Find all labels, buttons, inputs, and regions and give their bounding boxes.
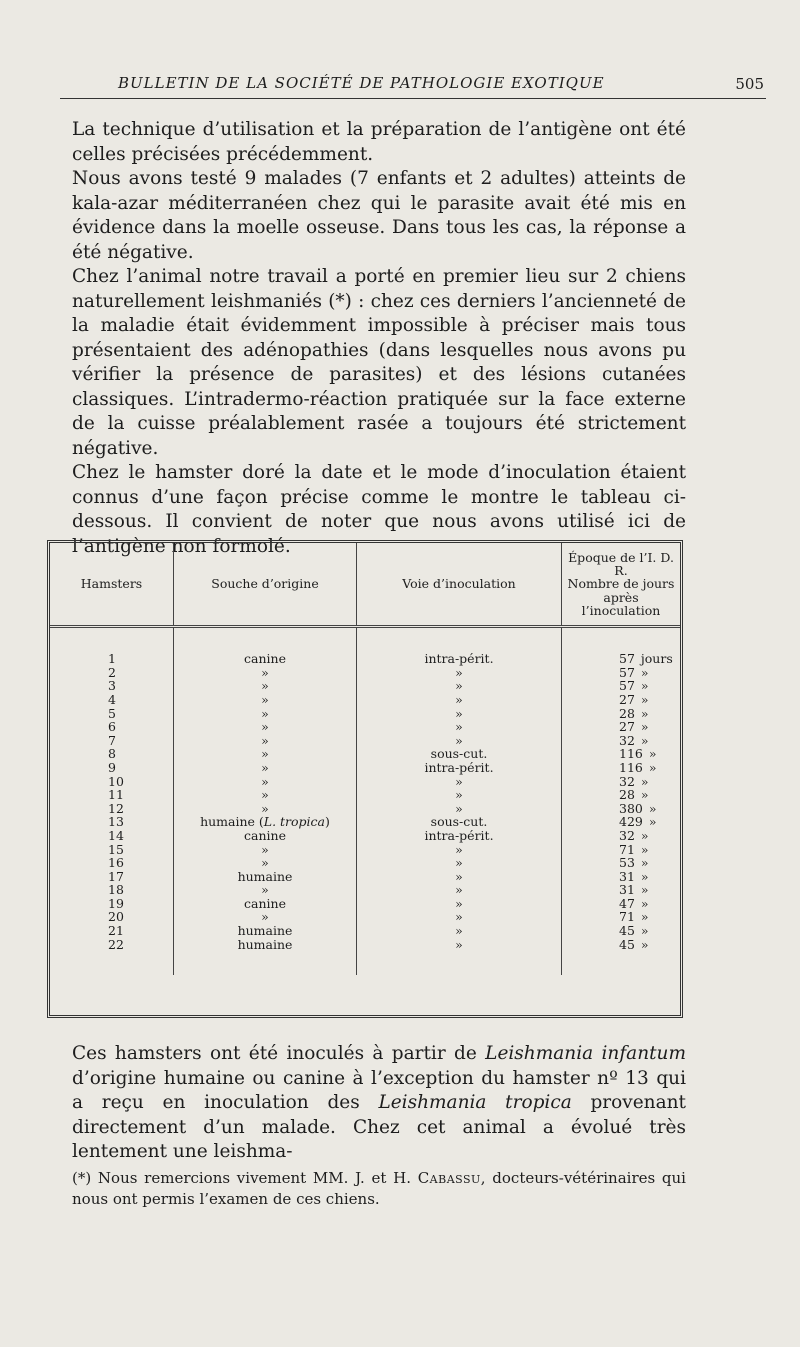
paragraph-technique: La technique d’utilisation et la préparation de l’antigène ont été celles précisées précédemment. xyxy=(72,119,686,165)
jours-unit: » xyxy=(640,936,649,952)
souche-cell: » xyxy=(174,883,357,897)
jours-unit: » xyxy=(640,732,649,748)
hamster-number: 4 xyxy=(50,693,174,707)
hamster-number: 14 xyxy=(50,829,174,843)
jours-unit: » xyxy=(640,841,649,857)
table-row xyxy=(50,706,680,720)
paragraph-dogs: Chez l’animal notre travail a porté en premier lieu sur 2 chiens naturellement leishmaniés (*) : chez ces derniers l’ancienneté de la maladie était évidemment impossible à préciser mais tous présentaient des adénopathies (dans lesquelles nous avons pu vérifier la présence de parasites) et des lésions cutanées classiques. L’intradermo-réaction pratiquée sur la face externe de la cuisse préalablement rasée a toujours été strictement négative. xyxy=(72,266,686,459)
table-spacer xyxy=(50,951,680,975)
table-row xyxy=(50,774,680,788)
voie-cell: » xyxy=(357,910,562,924)
jours-value: 429 xyxy=(619,814,643,830)
souche-cell: humaine xyxy=(174,870,357,884)
jours-value: 45 xyxy=(619,923,635,939)
epoque-cell xyxy=(562,761,681,775)
voie-cell: sous-cut. xyxy=(357,747,562,761)
souche-cell: » xyxy=(174,761,357,775)
epoque-cell xyxy=(562,706,681,720)
journal-title: BULLETIN DE LA SOCIÉTÉ DE PATHOLOGIE EXOTIQUE xyxy=(118,74,605,92)
voie-cell: » xyxy=(357,802,562,816)
voie-cell: » xyxy=(357,897,562,911)
footnote-start: (*) Nous remercions vivement MM. J. et H. xyxy=(72,1169,418,1187)
jours-value: 57 xyxy=(619,664,635,680)
table-row xyxy=(50,802,680,816)
running-header xyxy=(60,74,766,99)
souche-cell: » xyxy=(174,720,357,734)
table-row xyxy=(50,734,680,748)
jours-value: 53 xyxy=(619,855,635,871)
text-end: provenant directement d’un malade. Chez cet animal a évolué très lentement une leishma- xyxy=(72,1092,686,1162)
header-souche: Souche d’origine xyxy=(174,543,357,627)
voie-cell: » xyxy=(357,870,562,884)
souche-cell: canine xyxy=(174,652,357,666)
header-voie: Voie d’inoculation xyxy=(357,543,562,627)
jours-unit: » xyxy=(640,923,649,939)
table-row xyxy=(50,842,680,856)
hamster-number: 19 xyxy=(50,897,174,911)
epoque-cell xyxy=(562,842,681,856)
table-row xyxy=(50,883,680,897)
jours-unit: » xyxy=(648,759,657,775)
hamster-table xyxy=(47,540,683,1018)
jours-value: 380 xyxy=(619,800,643,816)
hamster-number: 1 xyxy=(50,652,174,666)
header-epoque xyxy=(562,543,681,627)
epoque-cell xyxy=(562,856,681,870)
hamster-number: 22 xyxy=(50,937,174,951)
souche-text: humaine (L. tropica) xyxy=(200,814,330,830)
epoque-cell xyxy=(562,652,681,666)
epoque-cell xyxy=(562,910,681,924)
epoque-cell xyxy=(562,734,681,748)
voie-cell: » xyxy=(357,666,562,680)
souche-cell xyxy=(174,815,357,829)
table-row xyxy=(50,666,680,680)
species-infantum: Leishmania infantum xyxy=(485,1043,687,1064)
hamster-number: 16 xyxy=(50,856,174,870)
header-epoque-line1: Époque de l’I. D. R. xyxy=(568,549,674,579)
table-row xyxy=(50,910,680,924)
souche-cell: » xyxy=(174,788,357,802)
text-mid: d’origine humaine ou canine à l’exception du hamster nº 13 qui a reçu en inoculation des xyxy=(72,1067,686,1113)
jours-value: 28 xyxy=(619,705,635,721)
souche-cell: humaine xyxy=(174,924,357,938)
voie-cell: » xyxy=(357,720,562,734)
footnote-text xyxy=(72,1168,686,1210)
jours-unit: » xyxy=(640,664,649,680)
hamster-number: 7 xyxy=(50,734,174,748)
hamster-number: 3 xyxy=(50,679,174,693)
epoque-cell xyxy=(562,924,681,938)
souche-cell: » xyxy=(174,747,357,761)
voie-cell: intra-périt. xyxy=(357,761,562,775)
epoque-cell xyxy=(562,802,681,816)
jours-value: 31 xyxy=(619,868,635,884)
jours-value: 57 xyxy=(619,651,635,667)
table-row xyxy=(50,829,680,843)
jours-value: 116 xyxy=(619,746,643,762)
souche-cell: humaine xyxy=(174,937,357,951)
voie-cell: » xyxy=(357,679,562,693)
souche-cell: » xyxy=(174,856,357,870)
jours-unit: » xyxy=(640,719,649,735)
jours-unit: » xyxy=(648,800,657,816)
jours-unit: » xyxy=(648,746,657,762)
hamster-number: 10 xyxy=(50,774,174,788)
souche-cell: » xyxy=(174,706,357,720)
table-row xyxy=(50,652,680,666)
jours-value: 32 xyxy=(619,773,635,789)
souche-cell: » xyxy=(174,910,357,924)
jours-value: 47 xyxy=(619,895,635,911)
jours-value: 32 xyxy=(619,827,635,843)
jours-unit: » xyxy=(640,691,649,707)
paragraph-hamster: Chez le hamster doré la date et le mode d’inoculation étaient connus d’une façon précise comme le montre le tableau ci-dessous. Il convient de noter que nous avons utilisé ici de l’antigène non formolé. xyxy=(72,462,686,557)
hamster-number: 6 xyxy=(50,720,174,734)
hamster-number: 5 xyxy=(50,706,174,720)
jours-value: 32 xyxy=(619,732,635,748)
intro-text xyxy=(72,118,686,559)
jours-unit: » xyxy=(640,882,649,898)
paragraph-patients: Nous avons testé 9 malades (7 enfants et 2 adultes) atteints de kala-azar méditerranéen chez qui le parasite avait été mis en évidence dans la moelle osseuse. Dans tous les cas, la réponse a été négative. xyxy=(72,168,686,263)
header-hamsters: Hamsters xyxy=(50,543,174,627)
hamster-number: 18 xyxy=(50,883,174,897)
epoque-cell xyxy=(562,747,681,761)
voie-cell: » xyxy=(357,937,562,951)
jours-unit: » xyxy=(640,909,649,925)
epoque-cell xyxy=(562,815,681,829)
epoque-cell xyxy=(562,870,681,884)
voie-cell: » xyxy=(357,734,562,748)
souche-cell: » xyxy=(174,666,357,680)
hamster-number: 11 xyxy=(50,788,174,802)
souche-cell: » xyxy=(174,774,357,788)
jours-value: 31 xyxy=(619,882,635,898)
voie-cell: intra-périt. xyxy=(357,829,562,843)
jours-value: 27 xyxy=(619,719,635,735)
table-row xyxy=(50,788,680,802)
jours-unit: » xyxy=(648,814,657,830)
footnote-name: Cabassu xyxy=(417,1169,481,1187)
jours-unit: » xyxy=(640,773,649,789)
souche-cell: canine xyxy=(174,897,357,911)
souche-cell: canine xyxy=(174,829,357,843)
paragraph-inoculation xyxy=(72,1042,686,1165)
header-epoque-line3: après l’inoculation xyxy=(581,589,661,618)
results-text xyxy=(72,1042,686,1165)
epoque-cell xyxy=(562,937,681,951)
hamster-number: 15 xyxy=(50,842,174,856)
souche-cell: » xyxy=(174,802,357,816)
jours-unit: » xyxy=(640,827,649,843)
table-row xyxy=(50,693,680,707)
epoque-cell xyxy=(562,829,681,843)
table-row xyxy=(50,897,680,911)
souche-cell: » xyxy=(174,679,357,693)
voie-cell: » xyxy=(357,706,562,720)
voie-cell: » xyxy=(357,842,562,856)
table-row xyxy=(50,720,680,734)
souche-cell: » xyxy=(174,842,357,856)
jours-value: 45 xyxy=(619,936,635,952)
epoque-cell xyxy=(562,693,681,707)
voie-cell: » xyxy=(357,924,562,938)
jours-unit: » xyxy=(640,895,649,911)
hamster-number: 17 xyxy=(50,870,174,884)
jours-value: 57 xyxy=(619,678,635,694)
table-row xyxy=(50,815,680,829)
souche-cell: » xyxy=(174,693,357,707)
hamster-number: 8 xyxy=(50,747,174,761)
jours-value: 28 xyxy=(619,787,635,803)
hamster-number: 2 xyxy=(50,666,174,680)
hamster-number: 9 xyxy=(50,761,174,775)
jours-unit: » xyxy=(640,868,649,884)
epoque-cell xyxy=(562,897,681,911)
jours-value: 71 xyxy=(619,909,635,925)
table-row xyxy=(50,870,680,884)
epoque-cell xyxy=(562,883,681,897)
table-row xyxy=(50,747,680,761)
voie-cell: intra-périt. xyxy=(357,652,562,666)
header-epoque-line2: Nombre de jours xyxy=(567,576,675,592)
jours-unit: jours xyxy=(640,651,673,667)
hamster-number: 20 xyxy=(50,910,174,924)
table-row xyxy=(50,937,680,951)
epoque-cell xyxy=(562,666,681,680)
footnote-end: , docteurs-vétérinaires qui nous ont permis l’examen de ces chiens. xyxy=(72,1169,686,1208)
table-row xyxy=(50,679,680,693)
table-row xyxy=(50,856,680,870)
epoque-cell xyxy=(562,720,681,734)
hamster-number: 21 xyxy=(50,924,174,938)
jours-value: 116 xyxy=(619,759,643,775)
souche-cell: » xyxy=(174,734,357,748)
jours-unit: » xyxy=(640,787,649,803)
epoque-cell xyxy=(562,679,681,693)
footnote xyxy=(72,1168,686,1210)
voie-cell: » xyxy=(357,856,562,870)
jours-unit: » xyxy=(640,678,649,694)
jours-unit: » xyxy=(640,855,649,871)
voie-cell: sous-cut. xyxy=(357,815,562,829)
jours-value: 27 xyxy=(619,691,635,707)
jours-value: 71 xyxy=(619,841,635,857)
table-row xyxy=(50,924,680,938)
voie-cell: » xyxy=(357,788,562,802)
jours-unit: » xyxy=(640,705,649,721)
epoque-cell xyxy=(562,788,681,802)
hamster-number: 13 xyxy=(50,815,174,829)
species-tropica: Leishmania tropica xyxy=(378,1092,572,1113)
table-row xyxy=(50,761,680,775)
table-spacer xyxy=(50,627,680,653)
page-number: 505 xyxy=(735,75,764,93)
hamster-number: 12 xyxy=(50,802,174,816)
text-start: Ces hamsters ont été inoculés à partir de xyxy=(72,1043,486,1064)
voie-cell: » xyxy=(357,693,562,707)
voie-cell: » xyxy=(357,883,562,897)
epoque-cell xyxy=(562,774,681,788)
voie-cell: » xyxy=(357,774,562,788)
